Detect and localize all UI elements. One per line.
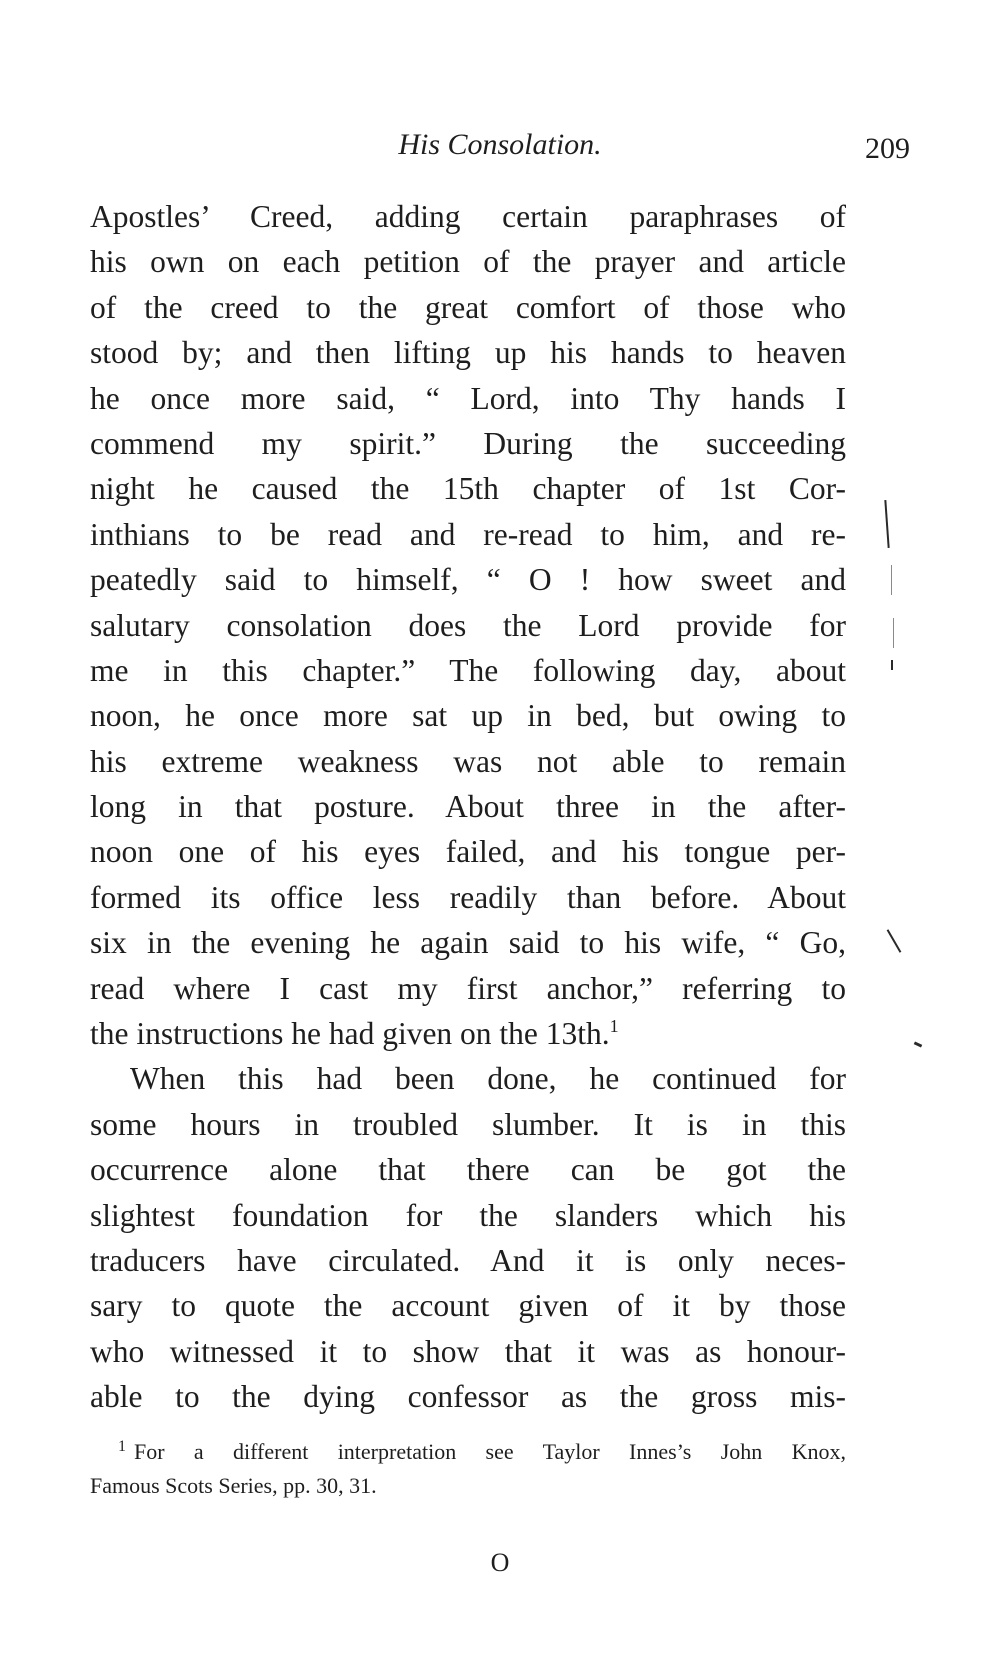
text-line: he once more said, “ Lord, into Thy hands I bbox=[90, 380, 846, 416]
footnote-line bbox=[90, 1435, 846, 1469]
margin-mark bbox=[891, 565, 892, 595]
text-line: Apostles’ Creed, adding certain paraphrases of bbox=[90, 199, 846, 234]
text-line: able to the dying confessor as the gross mis- bbox=[90, 1379, 846, 1415]
footnote-line: Famous Scots Series, pp. 30, 31. bbox=[90, 1473, 377, 1498]
footnote bbox=[90, 1435, 846, 1503]
page-number: 209 bbox=[865, 132, 910, 165]
text-line: traducers have circulated. And it is only neces- bbox=[90, 1242, 846, 1278]
text-line: sary to quote the account given of it by those bbox=[90, 1288, 846, 1324]
text-line: slightest foundation for the slanders which his bbox=[90, 1197, 846, 1233]
text-line: When this had been done, he continued for bbox=[130, 1061, 846, 1097]
margin-mark bbox=[887, 929, 902, 953]
text-line: noon one of his eyes failed, and his tongue per- bbox=[90, 834, 846, 870]
text-line: commend my spirit.” During the succeeding bbox=[90, 425, 846, 461]
text-line: night he caused the 15th chapter of 1st Cor- bbox=[90, 471, 846, 507]
text-line: stood by; and then lifting up his hands to heaven bbox=[90, 335, 846, 371]
text-line: read where I cast my first anchor,” referring to bbox=[90, 970, 846, 1006]
text-line: who witnessed it to show that it was as honour- bbox=[90, 1333, 846, 1369]
paragraph-end-line bbox=[90, 1011, 846, 1056]
text-line: inthians to be read and re-read to him, and re- bbox=[90, 516, 846, 552]
text-line: formed its office less readily than before. About bbox=[90, 879, 846, 915]
text-line: occurrence alone that there can be got the bbox=[90, 1152, 846, 1188]
footnote-marker: 1 bbox=[118, 1438, 126, 1455]
margin-mark bbox=[891, 660, 893, 670]
running-title: His Consolation. bbox=[398, 128, 602, 161]
text-line: his own on each petition of the prayer and article bbox=[90, 244, 846, 280]
body-text bbox=[90, 194, 846, 1420]
text-line: some hours in troubled slumber. It is in this bbox=[90, 1106, 846, 1142]
margin-mark bbox=[893, 618, 894, 648]
text-line: his extreme weakness was not able to remain bbox=[90, 743, 846, 779]
text-line: peatedly said to himself, “ O ! how sweet and bbox=[90, 562, 846, 598]
margin-mark bbox=[884, 500, 889, 548]
running-head bbox=[90, 128, 910, 172]
margin-mark bbox=[914, 1041, 923, 1047]
footnote-reference: 1 bbox=[609, 1016, 619, 1037]
signature-mark: O bbox=[490, 1548, 510, 1577]
text-line: the instructions he had given on the 13th. bbox=[90, 1016, 610, 1052]
text-line: noon, he once more sat up in bed, but owing to bbox=[90, 698, 846, 734]
text-line: long in that posture. About three in the after- bbox=[90, 789, 846, 825]
text-line: of the creed to the great comfort of those who bbox=[90, 289, 846, 325]
text-line: six in the evening he again said to his wife, “ Go, bbox=[90, 925, 846, 961]
footnote-text: For a different interpretation see Taylor Innes’s John Knox, bbox=[134, 1439, 846, 1464]
text-line: me in this chapter.” The following day, about bbox=[90, 652, 846, 688]
text-line: salutary consolation does the Lord provide for bbox=[90, 607, 846, 643]
